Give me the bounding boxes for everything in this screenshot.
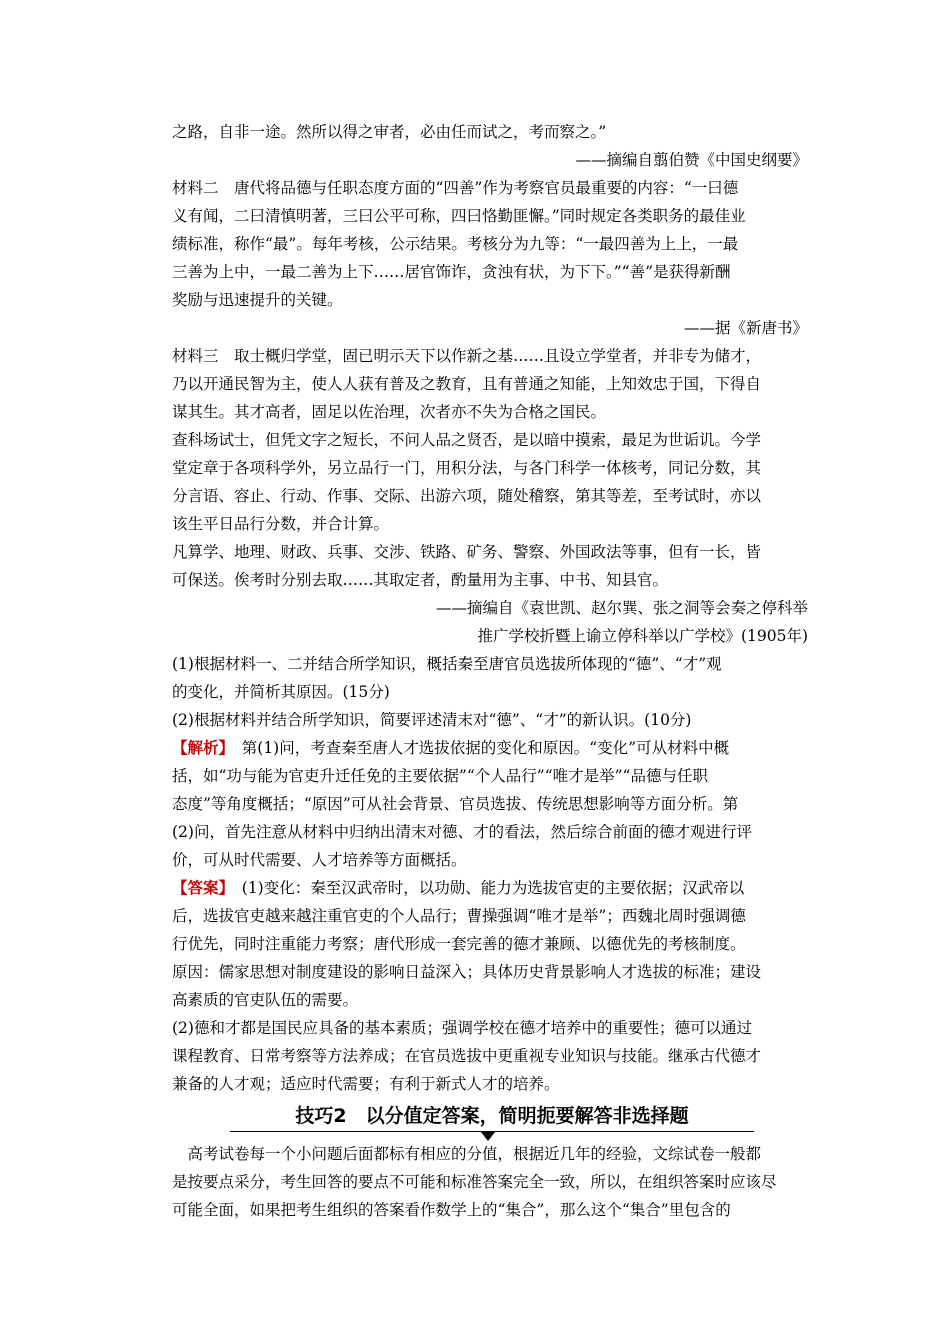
- analysis-line: 态度”等角度概括；“原因”可从社会背景、官员选拔、传统思想影响等方面分析。第: [172, 795, 739, 813]
- answer-text: (1)变化：秦至汉武帝时，以功勋、能力为选拔官吏的主要依据；汉武帝以: [226, 879, 745, 897]
- material2-line: 绩标准，称作“最”。每年考核，公示结果。考核分为九等：“一最四善为上上，一最: [172, 235, 739, 253]
- question-line: (1)根据材料一、二并结合所学知识，概括秦至唐官员选拔所体现的“德”、“才”观: [172, 655, 722, 673]
- material2-source: ——据《新唐书》: [683, 319, 808, 337]
- material2-line: 义有闻，二曰清慎明著，三曰公平可称，四曰恪勤匪懈。”同时规定各类职务的最佳业: [172, 207, 746, 225]
- material2-line: 材料二 唐代将品德与任职态度方面的“四善”作为考察官员最重要的内容：“一曰德: [172, 179, 739, 197]
- analysis-text: 第(1)问，考查秦至唐人才选拔依据的变化和原因。“变化”可从材料中概: [226, 739, 730, 757]
- section-heading-block: [172, 1102, 812, 1138]
- material3-line: 材料三 取士概归学堂，固已明示天下以作新之基……且设立学堂者，并非专为储才，: [172, 347, 762, 365]
- answer-line: 兼备的人才观；适应时代需要；有利于新式人才的培养。: [172, 1075, 560, 1093]
- material3-line: 可保送。俟考时分别去取……其取定者，酌量用为主事、中书、知县官。: [172, 571, 669, 589]
- material3-line: 查科场试士，但凭文字之短长，不问人品之贤否，是以暗中摸索，最足为世诟讥。今学: [172, 431, 762, 449]
- answer-tag: 【答案】: [172, 878, 227, 897]
- material2-line: 奖励与迅速提升的关键。: [172, 291, 343, 309]
- question-line: (2)根据材料并结合所学知识，简要评述清末对“德”、“才”的新认识。(10分): [172, 711, 692, 729]
- intro-line: 高考试卷每一个小问题后面都标有相应的分值，根据近几年的经验，文综试卷一般都: [172, 1145, 762, 1163]
- material3-line: 谋其生。其才高者，固足以佐治理，次者亦不失为合格之国民。: [172, 403, 607, 421]
- question-line: 的变化，并简析其原因。(15分): [172, 683, 390, 701]
- analysis-line: (2)问，首先注意从材料中归纳出清末对德、才的看法，然后综合前面的德才观进行评: [172, 823, 752, 841]
- material1-source: ——摘编自翦伯赞《中国史纲要》: [575, 151, 808, 169]
- intro-line: 可能全面，如果把考生组织的答案看作数学上的“集合”，那么这个“集合”里包含的: [172, 1201, 731, 1219]
- section-heading: 技巧2 以分值定答案，简明扼要解答非选择题: [295, 1105, 689, 1127]
- material3-line: 堂定章于各项科学外，另立品行一门，用积分法，与各门科学一体核考，同记分数，其: [172, 459, 762, 477]
- material3-source: 推广学校折暨上谕立停科举以广学校》(1905年): [477, 627, 808, 645]
- answer-line: 原因：儒家思想对制度建设的影响日益深入；具体历史背景影响人才选拔的标准；建设: [172, 963, 762, 981]
- answer-line: 课程教育、日常考察等方法养成；在官员选拔中更重视专业知识与技能。继承古代德才: [172, 1047, 762, 1065]
- answer-line: 后，选拔官吏越来越注重官吏的个人品行；曹操强调“唯才是举”；西魏北周时强调德: [172, 907, 746, 925]
- material3-line: 乃以开通民智为主，使人人获有普及之教育，且有普通之知能，上知效忠于国，下得自: [172, 375, 762, 393]
- analysis-line: 括，如“功与能为官吏升迁任免的主要依据”“个人品行”“唯才是举”“品德与任职: [172, 767, 708, 785]
- analysis-tag: 【解析】: [172, 738, 227, 757]
- intro-line: 是按要点采分，考生回答的要点不可能和标准答案完全一致，所以，在组织答案时应该尽: [172, 1173, 777, 1191]
- material1-tail: 之路，自非一途。然所以得之审者，必由任而试之，考而察之。”: [172, 123, 607, 141]
- heading-arrow-icon: [481, 1132, 495, 1141]
- material3-source: ——摘编自《袁世凯、赵尔巽、张之洞等会奏之停科举: [435, 599, 808, 617]
- answer-line: 行优先，同时注重能力考察；唐代形成一套完善的德才兼顾、以德优先的考核制度。: [172, 935, 746, 953]
- material3-line: 分言语、容止、行动、作事、交际、出游六项，随处稽察，第其等差，至考试时，亦以: [172, 487, 762, 505]
- analysis-line: 价，可从时代需要、人才培养等方面概括。: [172, 851, 467, 869]
- material2-line: 三善为上中，一最二善为上下……居官饰诈，贪浊有状，为下下。”“善”是获得新酬: [172, 263, 731, 281]
- answer-line: (2)德和才都是国民应具备的基本素质；强调学校在德才培养中的重要性；德可以通过: [172, 1019, 752, 1037]
- answer-line: 高素质的官吏队伍的需要。: [172, 991, 359, 1009]
- answer-line: [172, 877, 812, 899]
- material3-line: 该生平日品行分数，并合计算。: [172, 515, 390, 533]
- analysis-line: [172, 737, 812, 759]
- material3-line: 凡算学、地理、财政、兵事、交涉、铁路、矿务、警察、外国政法等事，但有一长，皆: [172, 543, 762, 561]
